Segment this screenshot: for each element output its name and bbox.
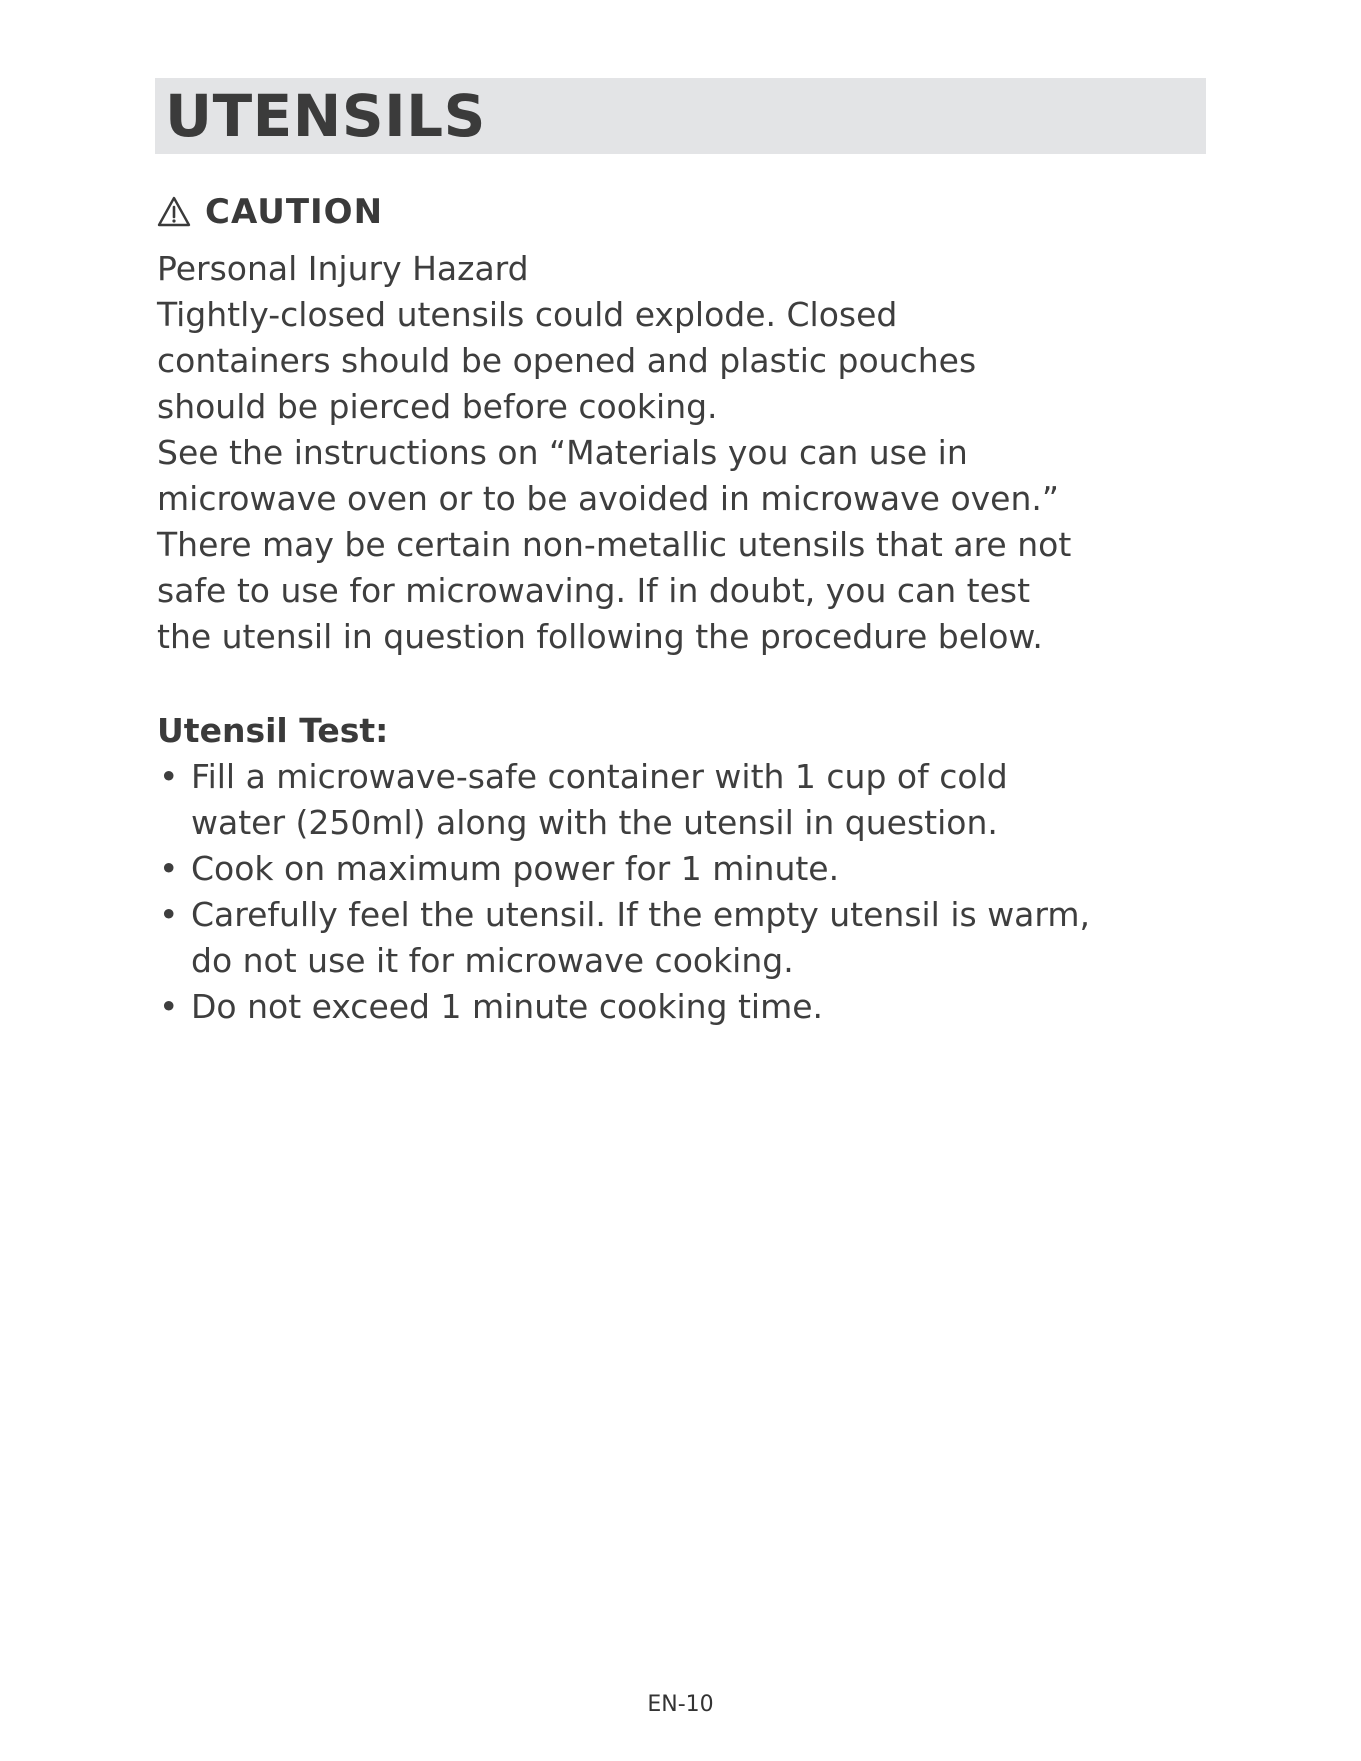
list-item [157, 754, 1217, 846]
utensil-test-list [157, 754, 1217, 1030]
list-item-line: do not use it for microwave cooking. [191, 941, 794, 980]
body-line: the utensil in question following the procedure below. [157, 617, 1043, 656]
page-number: EN-10 [647, 1692, 714, 1717]
utensil-test-heading: Utensil Test: [157, 711, 389, 750]
body-line: safe to use for microwaving. If in doubt, you can test [157, 571, 1031, 610]
warning-triangle-icon [157, 195, 191, 229]
caution-header [157, 188, 383, 236]
bullet: • [159, 757, 179, 796]
bullet: • [159, 849, 179, 888]
list-item-line: Fill a microwave-safe container with 1 cup of cold [191, 757, 1008, 796]
list-item-line: water (250ml) along with the utensil in question. [191, 803, 998, 842]
caution-body [157, 246, 1217, 660]
title-bar [155, 78, 1206, 154]
body-line: Tightly-closed utensils could explode. Closed [157, 295, 898, 334]
bullet: • [159, 987, 179, 1026]
list-item-line: Do not exceed 1 minute cooking time. [191, 987, 824, 1026]
body-line: See the instructions on “Materials you can use in [157, 433, 968, 472]
body-line: microwave oven or to be avoided in microwave oven.” [157, 479, 1059, 518]
page-title: UTENSILS [165, 82, 486, 150]
list-item [157, 892, 1217, 984]
caution-label: CAUTION [205, 192, 384, 232]
body-line: containers should be opened and plastic pouches [157, 341, 977, 380]
body-line: Personal Injury Hazard [157, 249, 529, 288]
list-item [157, 846, 1217, 892]
list-item-line: Carefully feel the utensil. If the empty utensil is warm, [191, 895, 1091, 934]
bullet: • [159, 895, 179, 934]
body-line: There may be certain non-metallic utensils that are not [157, 525, 1072, 564]
body-line: should be pierced before cooking. [157, 387, 718, 426]
list-item [157, 984, 1217, 1030]
list-item-line: Cook on maximum power for 1 minute. [191, 849, 840, 888]
